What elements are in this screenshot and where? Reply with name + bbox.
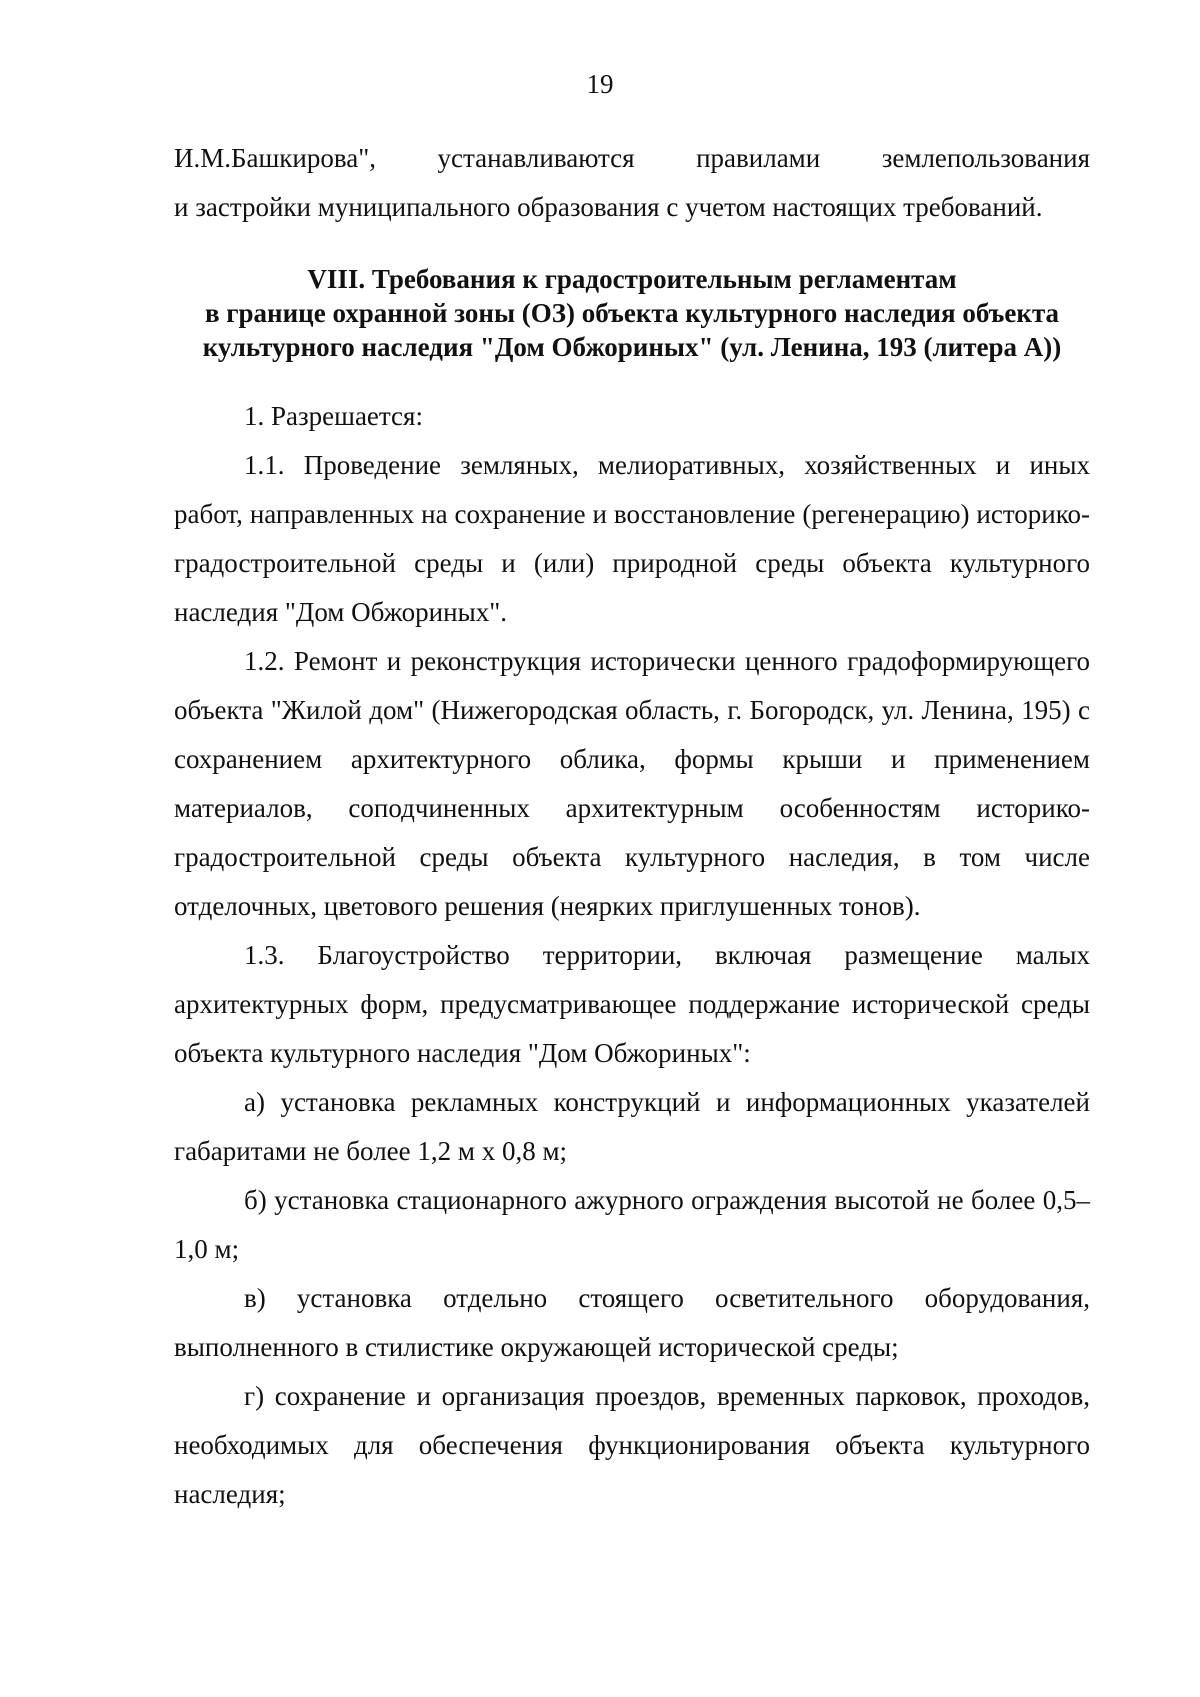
section-heading-line-3: культурного наследия "Дом Обжориных" (ул. Ленина, 193 (литера А))	[202, 332, 1062, 362]
page-number: 19	[586, 69, 614, 99]
list-item-v: в) установка отдельно стоящего осветительного оборудования, выполненного в стилистике окружающей исторической среды;	[174, 1283, 1090, 1362]
paragraph-1-3: 1.3. Благоустройство территории, включая размещение малых архитектурных форм, предусматривающее поддержание исторической среды объекта культурного наследия "Дом Обжориных":	[174, 940, 1090, 1068]
section-heading-line-2: в границе охранной зоны (ОЗ) объекта культурного наследия объекта	[204, 298, 1060, 328]
section-heading	[174, 262, 1090, 364]
section-heading-line-1: VIII. Требования к градостроительным регламентам	[307, 264, 957, 294]
document-body	[174, 134, 1090, 1519]
paragraph-1: 1. Разрешается:	[244, 401, 423, 431]
paragraph-1-1: 1.1. Проведение земляных, мелиоративных, хозяйственных и иных работ, направленных на сохранение и восстановление (регенерацию) историко-градостроительной среды и (или) природной среды объекта культурного наследия "Дом Обжориных".	[174, 450, 1090, 627]
intro-line-2: и застройки муниципального образования с учетом настоящих требований.	[174, 192, 1043, 222]
list-item-g: г) сохранение и организация проездов, временных парковок, проходов, необходимых для обеспечения функционирования объекта культурного наследия;	[174, 1381, 1090, 1509]
paragraph-1-2: 1.2. Ремонт и реконструкция исторически ценного градоформирующего объекта "Жилой дом" (Нижегородская область, г. Богородск, ул. Ленина, 195) с сохранением архитектурного облика, формы крыши и применением материалов, соподчиненных архитектурным особенностям историко-градостроительной среды объекта культурного наследия, в том числе отделочных, цветового решения (неярких приглушенных тонов).	[174, 646, 1090, 921]
intro-line-1: И.М.Башкирова", устанавливаются правилами землепользования	[174, 143, 1090, 173]
list-item-a: а) установка рекламных конструкций и информационных указателей габаритами не более 1,2 м х 0,8 м;	[174, 1087, 1090, 1166]
list-item-b: б) установка стационарного ажурного ограждения высотой не более 0,5–1,0 м;	[174, 1185, 1090, 1264]
